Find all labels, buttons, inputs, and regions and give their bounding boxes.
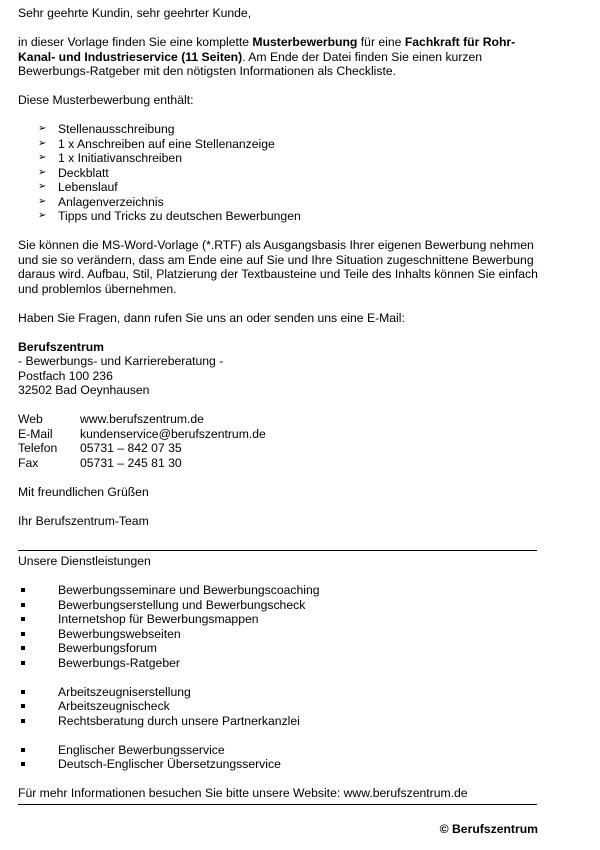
list-item: ➢ 1 x Anschreiben auf eine Stellenanzeige: [38, 136, 275, 151]
usage-paragraph: Sie können die MS-Word-Vorlage (*.RTF) als Ausgangsbasis Ihrer eigenen Bewerbung nehmen und sie so verändern, dass am Ende eine auf Sie und Ihre Situation zugeschnittene Bewerbung daraus wird. Aufbau, Stil, Platzierung der Textbausteine und Teile des Inhalts können Sie einfach und problemlos übernehmen.: [18, 238, 538, 296]
square-bullet-icon: [21, 646, 25, 650]
company-tagline: - Bewerbungs- und Karriereberatung -: [18, 354, 224, 368]
divider: [18, 550, 537, 551]
list-item: Bewerbungsforum: [18, 641, 538, 656]
square-bullet-icon: [21, 588, 25, 592]
arrow-bullet-icon: ➢: [38, 210, 47, 221]
square-bullet-icon: [21, 704, 25, 708]
intro-bold-2: Fachkraft für Rohr-Kanal- und Industrieservice (11 Seiten): [18, 35, 516, 64]
square-bullet-icon: [21, 748, 25, 752]
contact-row-fax: Fax 05731 – 245 81 30: [18, 455, 182, 470]
arrow-bullet-icon: ➢: [38, 137, 47, 149]
contact-row-email: E-Mail kundenservice@berufszentrum.de: [18, 426, 266, 441]
arrow-bullet-icon: ➢: [38, 181, 47, 192]
list-item: ➢ Lebenslauf: [38, 180, 118, 194]
list-item: Bewerbungs-Ratgeber: [18, 656, 538, 671]
questions-paragraph: Haben Sie Fragen, dann rufen Sie uns an oder senden uns eine E-Mail:: [18, 310, 405, 325]
contact-block: [18, 412, 538, 470]
arrow-bullet-icon: ➢: [38, 195, 47, 207]
services-heading: Unsere Dienstleistungen: [18, 554, 151, 568]
square-bullet-icon: [21, 632, 25, 636]
arrow-bullet-icon: ➢: [38, 166, 47, 178]
fax-value: 05731 – 245 81 30: [80, 455, 182, 470]
signature: Ihr Berufszentrum-Team: [18, 513, 149, 528]
company-city: 32502 Bad Oeynhausen: [18, 383, 150, 397]
square-bullet-icon: [21, 617, 25, 621]
list-item: Arbeitszeugniserstellung: [18, 685, 538, 700]
greeting: Sehr geehrte Kundin, sehr geehrter Kunde,: [18, 6, 252, 20]
list-item: Englischer Bewerbungsservice: [18, 743, 538, 758]
intro-text-1: in dieser Vorlage finden Sie eine komplette: [18, 35, 253, 49]
list-item: ➢ Stellenausschreibung: [38, 122, 175, 136]
closing: Mit freundlichen Grüßen: [18, 484, 149, 499]
arrow-bullet-icon: ➢: [38, 123, 47, 134]
company-name: Berufszentrum: [18, 339, 105, 354]
footer-info: Für mehr Informationen besuchen Sie bitte unsere Website: www.berufszentrum.de: [18, 786, 468, 800]
phone-value: 05731 – 842 07 35: [80, 441, 182, 455]
email-link[interactable]: kundenservice@berufszentrum.de: [80, 426, 266, 441]
list-item: Bewerbungserstellung und Bewerbungscheck: [18, 598, 538, 613]
services-list-1: [18, 583, 538, 670]
intro-bold-1: Musterbewerbung: [252, 35, 358, 49]
square-bullet-icon: [21, 603, 25, 607]
list-item: ➢ Deckblatt: [38, 165, 109, 180]
contents-heading: Diese Musterbewerbung enthält:: [18, 93, 194, 107]
copyright: © Berufszentrum: [439, 822, 538, 836]
intro-paragraph: [18, 35, 538, 79]
document-page: [18, 6, 538, 805]
list-item: Bewerbungsseminare und Bewerbungscoaching: [18, 583, 538, 598]
list-item: ➢ Anlagenverzeichnis: [38, 194, 164, 209]
intro-text-3: . Am Ende der Datei finden Sie einen kurzen Bewerbungs-Ratgeber mit den nötigsten Informationen als Checkliste.: [18, 49, 483, 78]
services-list-2: [18, 685, 538, 729]
list-item: Rechtsberatung durch unsere Partnerkanzlei: [18, 714, 538, 729]
contents-list: [18, 122, 538, 224]
footer-divider: [18, 804, 537, 805]
list-item: Bewerbungswebseiten: [18, 627, 538, 642]
web-link[interactable]: www.berufszentrum.de: [80, 412, 204, 426]
company-postbox: Postfach 100 236: [18, 368, 113, 383]
square-bullet-icon: [21, 690, 25, 694]
contact-row-web: Web www.berufszentrum.de: [18, 412, 204, 426]
address-block: [18, 340, 538, 398]
list-item: Deutsch-Englischer Übersetzungsservice: [18, 757, 538, 772]
intro-text-2: für eine: [357, 35, 405, 49]
square-bullet-icon: [21, 719, 25, 723]
list-item: ➢ 1 x Initiativanschreiben: [38, 151, 182, 165]
square-bullet-icon: [21, 762, 25, 766]
list-item: Arbeitszeugnischeck: [18, 699, 538, 714]
contact-row-phone: Telefon 05731 – 842 07 35: [18, 441, 182, 455]
arrow-bullet-icon: ➢: [38, 152, 47, 163]
list-item: ➢ Tipps und Tricks zu deutschen Bewerbungen: [38, 209, 301, 223]
services-list-3: [18, 743, 538, 772]
list-item: Internetshop für Bewerbungsmappen: [18, 612, 538, 627]
square-bullet-icon: [21, 661, 25, 665]
